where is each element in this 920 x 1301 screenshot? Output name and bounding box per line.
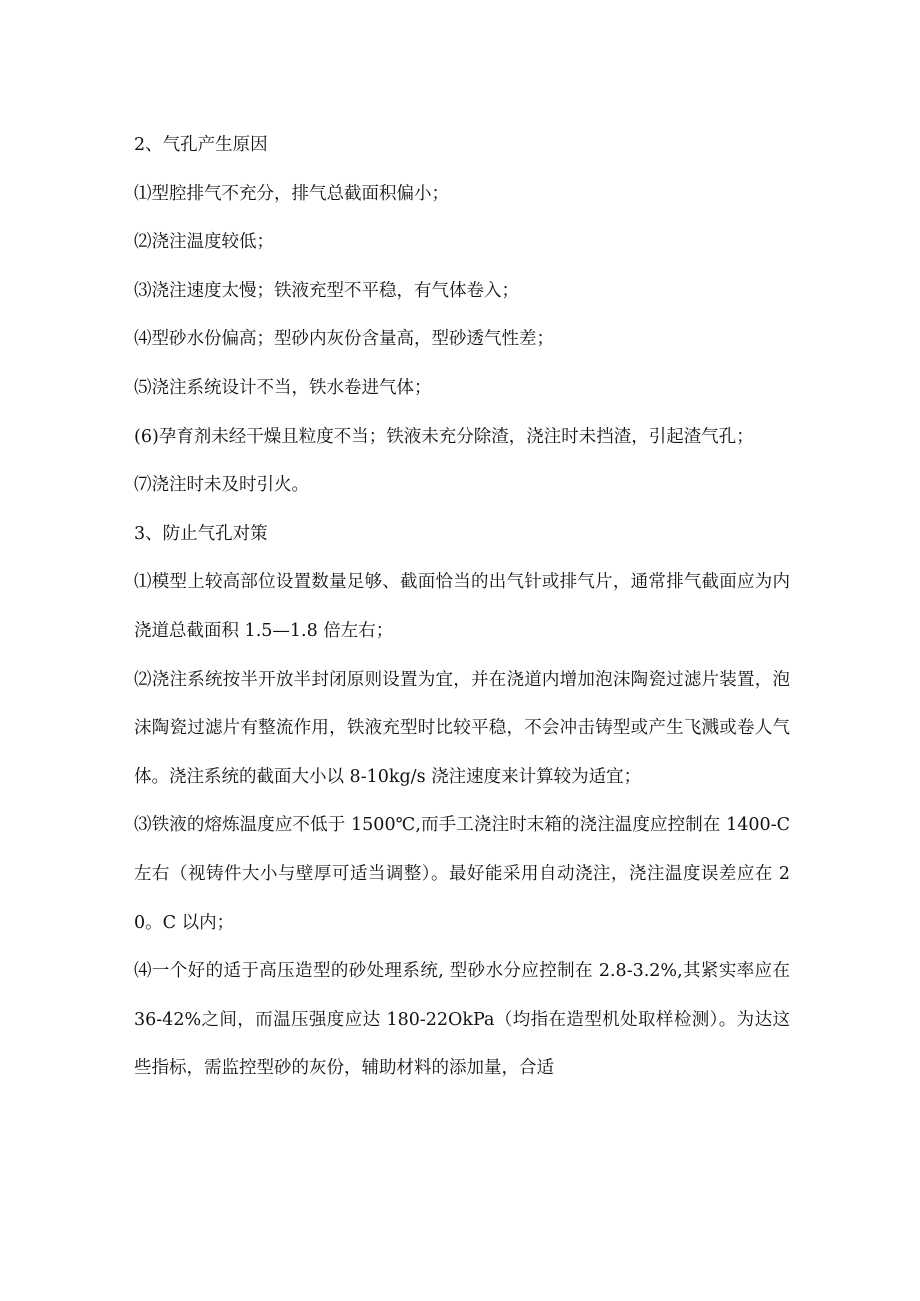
countermeasure-item-3: ⑶铁液的熔炼温度应不低于 1500℃,而手工浇注时末箱的浇注温度应控制在 1400-C 左右（视铸件大小与壁厚可适当调整）。最好能采用自动浇注，浇注温度误差应在 20。C 以内； [134,815,790,933]
section-heading-causes: 2、气孔产生原因 [134,135,268,155]
cause-item-6: (6)孕育剂未经干燥且粒度不当；铁液未充分除渣，浇注时未挡渣，引起渣气孔； [134,426,754,447]
cause-item-7: ⑺浇注时未及时引火。 [134,475,309,496]
cause-item-3: ⑶浇注速度太慢；铁液充型不平稳，有气体卷入； [134,280,519,301]
document-body [134,121,790,1093]
countermeasure-item-2: ⑵浇注系统按半开放半封闭原则设置为宜，并在浇道内增加泡沫陶瓷过滤片装置，泡沫陶瓷过滤片有整流作用，铁液充型时比较平稳，不会冲击铸型或产生飞溅或卷人气体。浇注系统的截面大小以 8-10kg/s 浇注速度来计算较为适宜； [134,669,790,787]
cause-item-1: ⑴型腔排气不充分，排气总截面积偏小； [134,183,449,204]
cause-item-2: ⑵浇注温度较低； [134,232,274,253]
cause-item-4: ⑷型砂水份偏高；型砂内灰份含量高，型砂透气性差； [134,329,554,350]
section-heading-countermeasures: 3、防止气孔对策 [134,523,268,544]
countermeasure-item-1: ⑴模型上较高部位设置数量足够、截面恰当的出气针或排气片，通常排气截面应为内浇道总截面积 1.5—1.8 倍左右； [134,572,790,641]
countermeasure-item-4: ⑷一个好的适于高压造型的砂处理系统, 型砂水分应控制在 2.8-3.2%,其紧实率应在 36-42%之间，而温压强度应达 180-22OkPa（均指在造型机处取样检测）。为达这些指标，需监控型砂的灰份，辅助材料的添加量，合适 [134,961,790,1079]
cause-item-5: ⑸浇注系统设计不当，铁水卷进气体； [134,377,432,398]
